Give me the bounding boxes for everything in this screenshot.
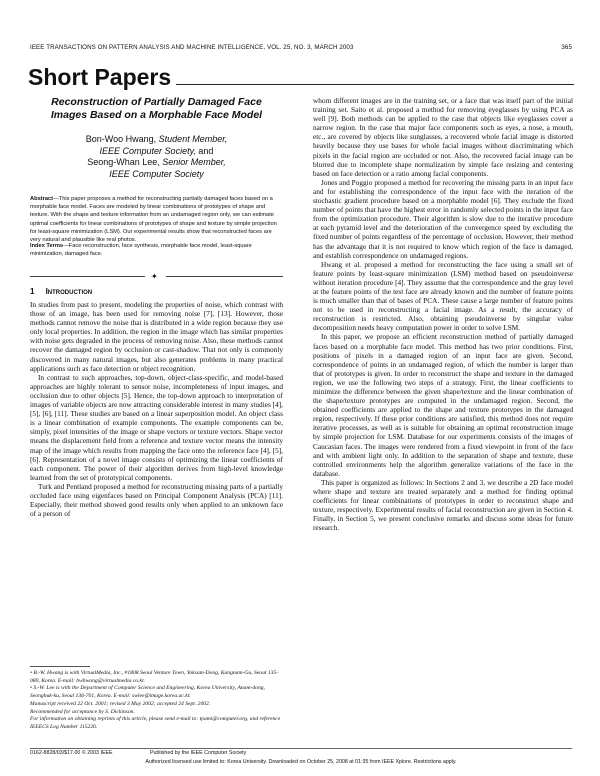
author-1-role: Student Member,	[158, 134, 228, 144]
left-paragraph-2: In contrast to such approaches, top-down, object-class-specific, and model-based approaches are highly tolerant to sensor noise, incompleteness of input images, and occlusion due to other objects [5]. Hence, the top-down approach to interpretation of images of variable objects are now attracting considerable interest in many studies [4], [5], [6], [11]. These studies are based on a linear superposition model. An object class is a linear combination of example components. The example components can be, simply, pixel intensities of the image or shape vectors or texture vectors. Shape vector means the displacement field from a reference and texture vector means the intensity map of the image which results from mapping the face onto the reference face [4], [5], [6]. Representation of a novel image consists of optimizing the linear coefficients of each component. The power of their algorithm derives from high-level knowledge learned from the set of prototypical components.	[30, 372, 283, 482]
author-2-org: IEEE Computer Society	[109, 168, 204, 179]
paper-title-line-2: Images Based on a Morphable Face Model	[50, 108, 263, 121]
section-name: Introduction	[45, 287, 93, 296]
right-paragraph-2: Jones and Poggio proposed a method for recovering the missing parts in an input face and for establishing the correspondence of the input face with the iteration of the stochastic gradient procedure based on a morphable model [6]. They exclude the fixed number of points that have the highest error in randomly selected points in the input face from the optimization procedure. Their algorithm is slow due to the iterative procedure at each pyramid level and the deterioration of the convergence speed by excluding the fixed number of points regardless of the percentage of occlusion. However, their method has the advantage that it is not required to know which region of the face is damaged, and establish correspondence on undamaged regions.	[313, 177, 573, 260]
footer-rule	[30, 748, 572, 749]
diamond-icon: ✦	[151, 272, 158, 281]
divider-line-right	[166, 276, 283, 277]
footnote-reprints: For information on obtaining reprints of this article, please send e-mail to: tpami@computer.org, and reference IEEECS Log Number 115226.	[30, 716, 281, 730]
author-2-name: Seong-Whan Lee,	[87, 157, 160, 168]
footnote-author-1: • B.-W. Hwang is with VirtualMedia, Inc., #1808 Seoul Venture Town, Yoksam-Dong, Kangnam-Gu, Seoul 135-080, Korea. E-mail: bwhwang@virtualmedia.co.kr.	[30, 670, 279, 684]
abstract-label: Abstract	[30, 196, 54, 202]
footer-license: Authorized licensed use limited to: Korea University. Downloaded on October 25, 2008 at 01:35 from IEEE Xplore. Restrictions apply.	[145, 759, 457, 765]
authors	[30, 134, 283, 180]
footnote-rule	[30, 666, 90, 667]
author-1-org: IEEE Computer Society,	[99, 145, 196, 156]
footnotes	[30, 670, 283, 732]
section-divider	[30, 273, 283, 281]
section-title: Short Papers	[28, 64, 172, 90]
abstract	[30, 195, 283, 244]
author-and: and	[198, 145, 214, 156]
right-paragraph-3: Hwang et al. proposed a method for reconstructing the face using a small set of feature points by least-square minimization (LSM) method based on pseudoinverse without iteration procedure [4]. They assume that the correspondence and the gray level at the feature points of the test face are already known and the number of feature points is much smaller than that of bases of PCA. These cause a large number of feature points not to be used in reconstructing a facial image. As a result, the accuracy of reconstruction is restricted. Also, obtaining pseudoinverse by singular value decomposition needs heavy computation power in order to solve LSM.	[313, 259, 573, 333]
journal-header: IEEE TRANSACTIONS ON PATTERN ANALYSIS AND MACHINE INTELLIGENCE, VOL. 25, NO. 3, MARCH 2003	[30, 44, 354, 51]
page-number: 365	[561, 44, 572, 51]
paper-title	[30, 96, 283, 121]
index-terms-label: Index Terms	[30, 243, 64, 249]
left-paragraph-3: Turk and Pentland proposed a method for reconstructing missing parts of a partially occluded face using eigenfaces based on Principal Component Analysis (PCA) [11]. Especially, their method showed good results only when applied to an unknown face of a person of	[30, 481, 283, 519]
index-terms-text: —Face reconstruction, face synthesis, morphable face model, least-square minimization, damaged face.	[30, 243, 252, 258]
title-rule	[176, 84, 574, 85]
paper-title-line-1: Reconstruction of Partially Damaged Face	[51, 96, 262, 108]
footnote-manuscript: Manuscript received 22 Oct. 2001; revised 3 May 2002; accepted 24 Sept. 2002.	[30, 700, 211, 707]
left-paragraph-1: In studies from past to present, modeling the properties of noise, which contrast with those of an image, has been used for removing noise [7], [13]. However, those methods cannot remove the noise that is distributed in a wide region because they use only local properties. In addition, the region in the image which has similar properties with noise gets degraded in the process of removing noise. Also, these methods cannot recover the damaged region by occlusion or cast-shadow. That not only is commonly discovered in many natural images, but also generates problems in many practical applications such as face detection or object recognition.	[30, 300, 283, 373]
footnote-author-2: • S.-W. Lee is with the Department of Computer Science and Engineering, Korea University, Anam-dong, Seongbuk-ku, Seoul 136-701, Korea. E-mail: swlee@image.korea.ac.kr.	[30, 685, 265, 700]
left-column-body	[30, 300, 283, 518]
running-header	[30, 44, 572, 54]
author-2-role: Senior Member,	[162, 157, 226, 168]
author-1-name: Bon-Woo Hwang,	[85, 134, 157, 144]
right-paragraph-5: This paper is organized as follows: In Sections 2 and 3, we describe a 2D face model where shape and texture are treated separately and a method for finding optimal coefficients for linear combinations of prototypes in order to reconstruct shape and texture, respectively. Experimental results of facial reconstruction are given in Section 4. Finally, in Section 5, we present conclusive remarks and discuss some ideas for future research.	[313, 477, 573, 533]
right-column-body	[313, 96, 573, 533]
index-terms	[30, 242, 283, 258]
section-number: 1	[30, 287, 35, 296]
footer-publisher: Published by the IEEE Computer Society	[150, 750, 247, 756]
abstract-text: —This paper proposes a method for reconstructing partially damaged faces based on a morphable face model. Faces are modeled by linear combinations of prototypes of shape and texture. With the shape and texture information from an undamaged region only, we can estimate optimal coefficients for linear combinations of prototypes of shape and texture by simple projection for least-square minimization (LSM). Our experimental results show that reconstructed faces are very natural and plausible like real photos.	[30, 196, 277, 244]
right-paragraph-1: whom different images are in the training set, or a face that was itself part of the initial training set. Saito et al. proposed a method for removing eyeglasses by using PCA as well [9]. Both methods can be applied to the case that objects like eyeglasses cover a narrow region. In the case that major face components such as eyes, a nose, a mouth, etc., are covered by objects like sunglasses, a recovered whole facial image is distorted heavily because they use bases for whole facial images without discriminating which pixels in the facial region are occluded or not. Also, the recovered facial image can be blurred due to incomplete shape normalization by simple face resizing and centering based on face detection or a ratio among facial components.	[313, 96, 573, 178]
right-paragraph-4: In this paper, we propose an efficient reconstruction method of partially damaged faces based on a morphable face model. This method has two prior conditions. First, positions of pixels in a damaged region of an input face are given. Second, correspondence of points in an undamaged region, of which the number is larger than that of prototypes is given. In order to reconstruct the shape and texture in the damaged region, we use the following two steps of a strategy. First, the linear coefficients to minimize the difference between the given shape/texture and the linear combination of the shape/texture prototypes are computed in the undamaged region. Second, the obtained coefficients are applied to the shape and texture prototypes in the damaged region, respectively. If these prior conditions are satisfied, this method does not require iterative processes, as well as is suitable for obtaining an optimal reconstruction image by simple projection for LSM. Database for our experiments consists of the images of Caucasian faces. The images were rendered from a fixed viewpoint in front of the face and with ambient light only. In addition to the separation of shape and texture, these controlled environments help the algorithm generalize variations of the face in the database.	[313, 332, 573, 478]
section-heading	[30, 287, 283, 296]
divider-line-left	[30, 276, 145, 277]
footnote-recommended: Recommended for acceptance by S. Dickinson.	[30, 708, 135, 715]
footer-code: 0162-8828/03/$17.00 © 2003 IEEE	[30, 750, 113, 756]
